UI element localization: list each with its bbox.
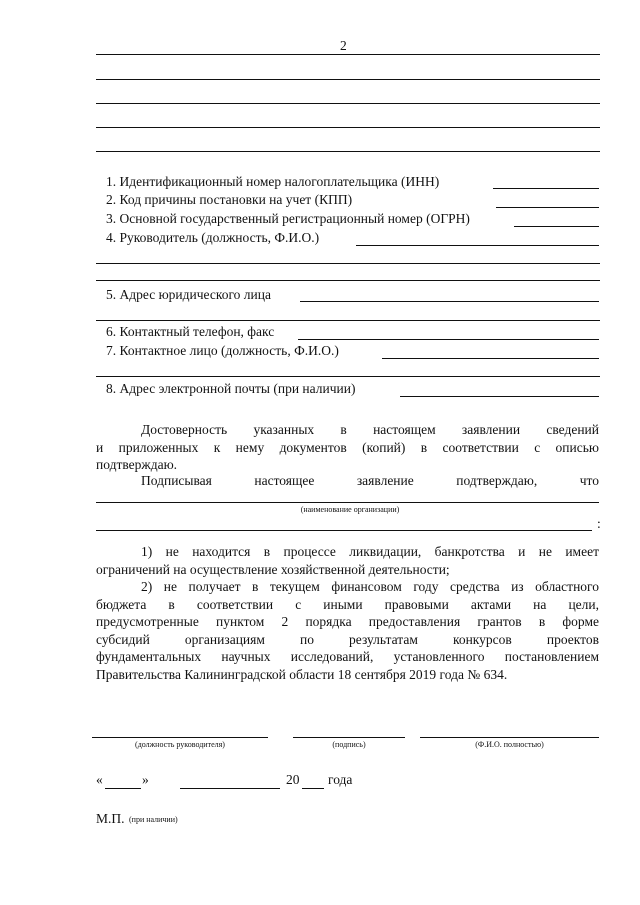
- field-input-phone[interactable]: [298, 339, 599, 340]
- condition-line: субсидий организациям по результатам конкурсов проектов: [96, 631, 599, 647]
- signature-input[interactable]: [293, 737, 405, 738]
- field-input-contact-person[interactable]: [382, 358, 599, 359]
- organization-name-input-cont[interactable]: [96, 530, 592, 531]
- field-input-inn[interactable]: [493, 188, 599, 189]
- date-close-quote: »: [142, 772, 149, 787]
- day-input[interactable]: [105, 788, 141, 789]
- field-input-legal-address[interactable]: [300, 301, 599, 302]
- confirm-paragraph: [96, 421, 599, 474]
- blank-line[interactable]: [96, 79, 600, 80]
- stamp-label: М.П.: [96, 811, 125, 826]
- paragraph-line: подтверждаю.: [96, 457, 178, 472]
- month-input[interactable]: [180, 788, 280, 789]
- signature-caption: (подпись): [332, 740, 366, 749]
- field-input-email[interactable]: [400, 396, 599, 397]
- conditions-list: [96, 543, 599, 683]
- paragraph-line: и приложенных к нему документов (копий) в соответствии с описью: [96, 439, 599, 455]
- field-input-kpp[interactable]: [496, 207, 599, 208]
- colon: :: [597, 516, 601, 531]
- year-suffix: года: [328, 772, 353, 787]
- blank-line[interactable]: [96, 151, 600, 152]
- blank-line[interactable]: [96, 54, 600, 55]
- condition-line: 2) не получает в текущем финансовом году средства из областного: [141, 579, 599, 594]
- condition-line: предусмотренные пунктом 2 порядка предоставления грантов в форме: [96, 614, 599, 629]
- condition-line: бюджета в соответствии с иными правовыми актами на цели,: [96, 596, 599, 612]
- condition-line: ограничений на осуществление хозяйственной деятельности;: [96, 561, 450, 577]
- date-open-quote: «: [96, 772, 103, 787]
- paragraph-line: Достоверность указанных в настоящем заявлении сведений: [141, 422, 599, 437]
- field-input-director-cont[interactable]: [96, 280, 600, 281]
- field-label-legal-address: 5. Адрес юридического лица: [106, 287, 271, 302]
- full-name-caption: (Ф.И.О. полностью): [475, 740, 544, 749]
- signing-text: Подписывая настоящее заявление подтверждаю, что: [141, 473, 599, 488]
- year-prefix: 20: [286, 772, 300, 787]
- field-label-director: 4. Руководитель (должность, Ф.И.О.): [106, 230, 320, 245]
- organization-name-caption: (наименование организации): [300, 505, 400, 514]
- field-input-ogrn[interactable]: [514, 226, 599, 227]
- full-name-input[interactable]: [420, 737, 599, 738]
- position-caption: (должность руководителя): [135, 740, 225, 749]
- stamp-note: (при наличии): [129, 815, 178, 824]
- field-input-director[interactable]: [356, 245, 599, 246]
- field-label-phone: 6. Контактный телефон, факс: [106, 324, 275, 339]
- blank-line[interactable]: [96, 127, 600, 128]
- condition-line: фундаментальных научных исследований, установленного постановлением: [96, 649, 599, 664]
- condition-line: Правительства Калининградской области 18 сентября 2019 года № 634.: [96, 666, 508, 682]
- field-input-contact-person-cont[interactable]: [96, 376, 600, 377]
- position-input[interactable]: [92, 737, 268, 738]
- signing-statement: [96, 472, 599, 490]
- page-number: 2: [340, 38, 347, 53]
- field-label-email: 8. Адрес электронной почты (при наличии): [106, 381, 356, 396]
- field-label-kpp: 2. Код причины постановки на учет (КПП): [106, 192, 353, 207]
- condition-line: 1) не находится в процессе ликвидации, банкротства и не имеет: [141, 544, 599, 559]
- field-input-director-cont[interactable]: [96, 263, 600, 264]
- organization-name-input[interactable]: [96, 502, 599, 503]
- field-input-legal-address-cont[interactable]: [96, 320, 600, 321]
- blank-line[interactable]: [96, 103, 600, 104]
- field-label-inn: 1. Идентификационный номер налогоплательщика (ИНН): [106, 174, 440, 189]
- year-input[interactable]: [302, 788, 324, 789]
- field-label-ogrn: 3. Основной государственный регистрационный номер (ОГРН): [106, 211, 470, 226]
- field-label-contact-person: 7. Контактное лицо (должность, Ф.И.О.): [106, 343, 339, 358]
